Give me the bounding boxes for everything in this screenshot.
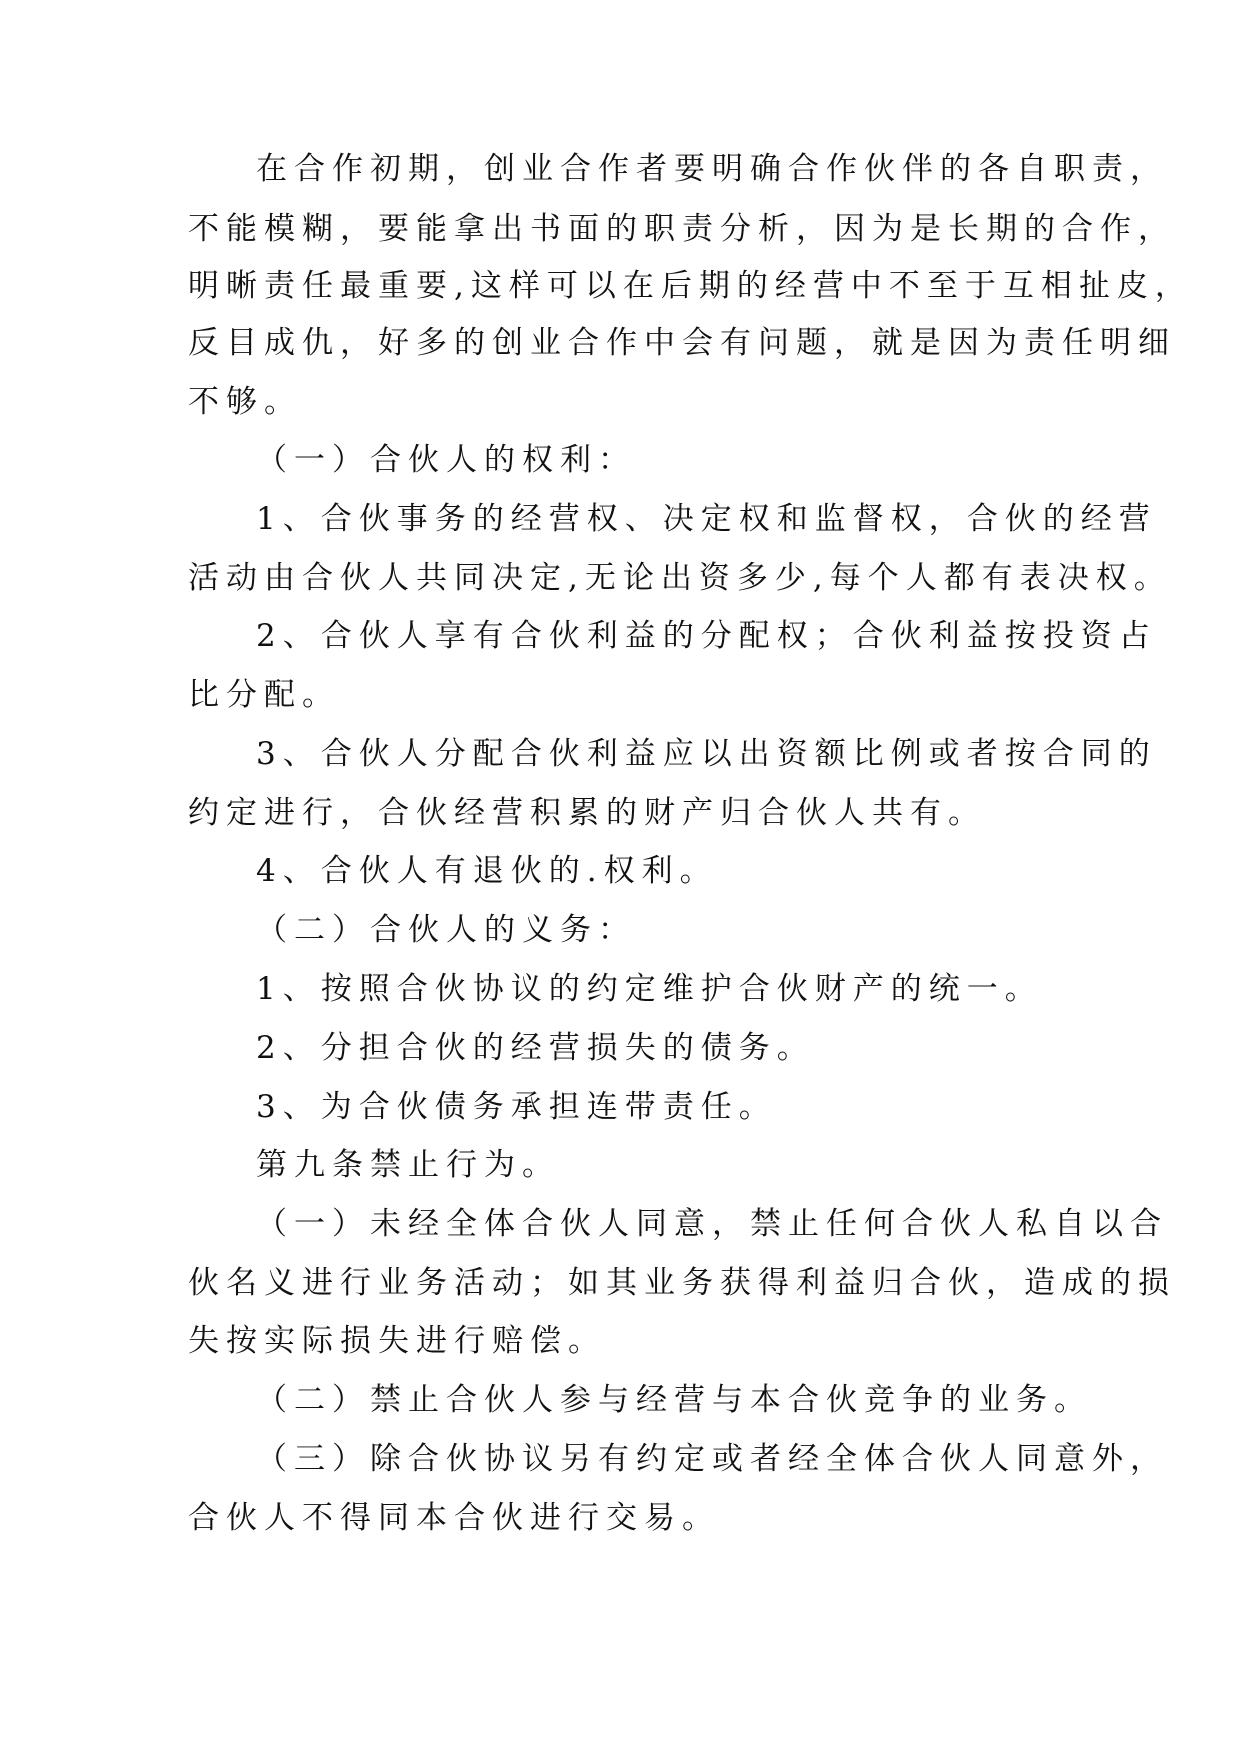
paragraph-line: （三）除合伙协议另有约定或者经全体合伙人同意外， <box>256 1441 1168 1477</box>
paragraph-line: （一）未经全体合伙人同意，禁止任何合伙人私自以合 <box>256 1206 1168 1242</box>
paragraph-line: 反目成仇，好多的创业合作中会有问题，就是因为责任明细 <box>188 325 1176 361</box>
paragraph-line: （二）禁止合伙人参与经营与本合伙竞争的业务。 <box>256 1382 1092 1418</box>
paragraph-line: 不能模糊，要能拿出书面的职责分析，因为是长期的合作， <box>188 211 1176 247</box>
section-heading: （二）合伙人的义务： <box>256 912 636 948</box>
list-item-line: 1、按照合伙协议的约定维护合伙财产的统一。 <box>256 971 1043 1007</box>
list-item-line: 2、合伙人享有合伙利益的分配权；合伙利益按投资占 <box>256 618 1157 654</box>
paragraph-line: 在合作初期，创业合作者要明确合作伙伴的各自职责， <box>256 151 1168 187</box>
list-item-line: 约定进行，合伙经营积累的财产归合伙人共有。 <box>188 795 986 831</box>
paragraph-line: 不够。 <box>188 384 302 420</box>
section-heading: （一）合伙人的权利： <box>256 442 636 478</box>
list-item-line: 4、合伙人有退伙的.权利。 <box>256 853 718 889</box>
paragraph-line: 合伙人不得同本合伙进行交易。 <box>188 1500 720 1536</box>
list-item-line: 3、为合伙债务承担连带责任。 <box>256 1089 777 1125</box>
list-item-line: 比分配。 <box>188 677 340 713</box>
paragraph-line: 伙名义进行业务活动；如其业务获得利益归合伙，造成的损 <box>188 1265 1176 1301</box>
list-item-line: 3、合伙人分配合伙利益应以出资额比例或者按合同的 <box>256 736 1157 772</box>
list-item-line: 活动由合伙人共同决定,无论出资多少,每个人都有表决权。 <box>188 560 1172 596</box>
paragraph-line: 失按实际损失进行赔偿。 <box>188 1323 606 1359</box>
paragraph-line: 明晰责任最重要,这样可以在后期的经营中不至于互相扯皮， <box>188 268 1193 304</box>
article-heading: 第九条禁止行为。 <box>256 1147 560 1183</box>
list-item-line: 1、合伙事务的经营权、决定权和监督权，合伙的经营 <box>256 501 1157 537</box>
list-item-line: 2、分担合伙的经营损失的债务。 <box>256 1030 815 1066</box>
